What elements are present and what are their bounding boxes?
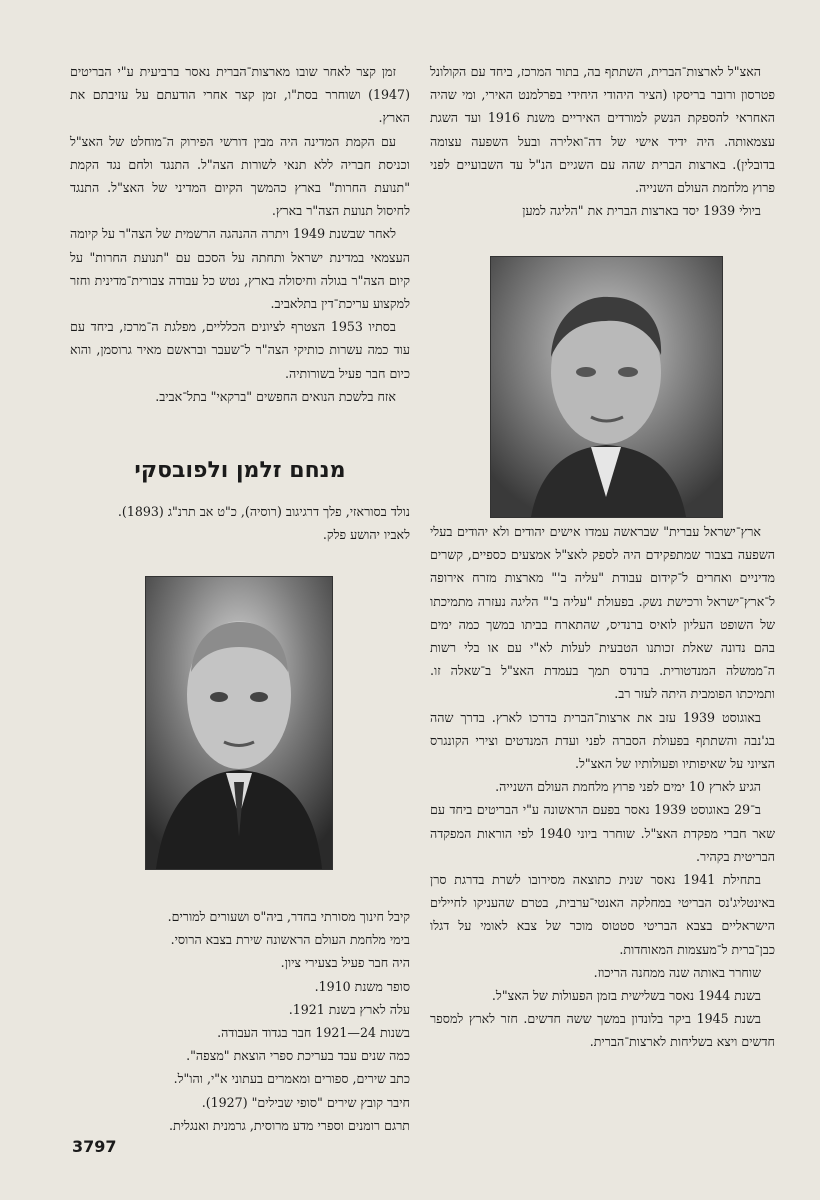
bio-line: בימי מלחמת העולם הראשונה שירת בצבא הרוסי. <box>170 932 410 948</box>
paragraph: ב־29 באוגוסט 1939 נאסר בפעם הראשונה ע"י הבריטים ביחד עם שאר חברי מפקדת האצ"ל. שוחרר ביוני 1940 לפי הוראות המפקדה הבריטית בקהיר. <box>430 802 776 864</box>
father-line: לאביו יהושע פלק. <box>322 527 410 542</box>
paragraph: אזח בלשכת הנואים החפשים "ברקאי" בתל־אביב. <box>155 388 396 404</box>
biography-heading: מנחם זלמן ולפובסקי <box>134 458 346 483</box>
paragraph: הגיע לארץ 10 ימים לפני פרוץ מלחמת העולם השנייה. <box>495 779 761 795</box>
paragraph: שוחרר באותה שנה ממחנה הריכוז. <box>593 964 761 980</box>
paragraph: עם הקמת המדינה היה מבין דורשי הפירוק ה־מוחלט של האצ"ל וכניסת חבריה ללא תנאי לשורות הצה"ל. התנגד ולחם נגד הקמת "תנועת החרות" בארץ כהמשך הקיום המדיני של האצ"ל. התנגד לחיסול תנועת הצה"ר בארץ. <box>70 133 410 219</box>
paragraph: בשנת 1945 ביקר בלונדון במשך ששה חדשים. חזר לארץ למספר חדשים ויצא בשליחות לארצות־הברית. <box>430 1011 775 1050</box>
bio-line: תרגם רומנים וספרי מדע מרוסית, גרמנית ואנגלית. <box>169 1117 410 1133</box>
paragraph: לאחר שבשנת 1949 ויתרה ההנהגה הרשמית של הצה"ר על קיומה העצמאי במדינת ישראל ותחתה על הסכם עם "תנועת החרות" על קיום הצה"ר בגולה וחיסולה בארץ, נטש כל עבודה צבורית־מדינית וחזר למקצוע עריכת־דין בתלאביב. <box>70 226 410 312</box>
bio-line: כמה שנים עבד בעריכת ספרי הוצאת "מצפה". <box>186 1048 410 1064</box>
paragraph: בתחילת 1941 נאסר שנית כתוצאה מסירובו לשרת בדרגת סרן באינטליג'נס הבריטי במחלקה האנטי־ערבית, בטרם שהעניקו לחיילים הישראליים בצבא הבריטי סטטוס מוכר של צבא לאומי על דגלו כבן־ברית ל־מעצמות המאוחדות. <box>430 872 775 957</box>
right-column-top <box>430 60 775 222</box>
bio-line: היה חבר פעיל בצעירי ציון. <box>280 955 410 971</box>
birth-line: נולד בסוראזי, פלך דרגיגוב (רוסיה), כ"ט אב תרנ"ג (1893). <box>117 504 410 519</box>
left-column-top <box>70 60 410 408</box>
paragraph: זמן קצר לאחר שובו מארצות־הברית נאסר ברביעית ע"י הבריטים (1947) ושוחרר בסת"ו, זמן קצר אחרי הודעתם על עזיבתם את הארץ. <box>70 64 410 126</box>
birth-info <box>70 500 410 546</box>
bio-line: סופר משנת 1910. <box>314 978 410 994</box>
paragraph: באוגוסט 1939 עזב את ארצות־הברית בדרכו לארץ. בדרך שהה בג'נבה והשתתף בפעולת הסברה לפני ועדת המנדטים וצירי הקונגרס הציוני על שאיפותיו ופעולותיו של האצ"ל. <box>430 709 775 772</box>
page-number: 3797 <box>72 1137 117 1156</box>
bio-line: בשנות 24—1921 חבר בגדוד העבודה. <box>217 1025 410 1041</box>
bio-line: חיבר קובץ שירים "סופי שבילים" (1927). <box>201 1094 410 1110</box>
paragraph: האצ"ל לארצות־הברית, השתתף בה, בתור המרכז, ביחד עם הקולונל פטרסון ורובר בריסקו (הציר היהודי היחידי בפרלמנט האירי, ומי שהיה האחראי להספקת הנשק למורדים האיריים משנת 1916 ועד השגת עצמאותה. היה ידיד אישי של דה־ואלירה ובעל השפעה עצומה בדובלין). בארצות הברית שהה עם השגיים הנ"ל עד השבועיים לפני פרוץ מלחמת העולם השנייה. <box>430 64 775 196</box>
paragraph: בשנת 1944 נאסר בשלישית בזמן הפעולות של האצ"ל. <box>491 988 761 1004</box>
right-column-lower <box>430 520 775 1054</box>
biography-lines <box>70 905 410 1137</box>
paragraph: ארץ־ישראל עברית" שבראשה עמדו אישים יהודים ולא יהודים בעלי השפעה בצבור שמתפקידם היה לספק לאצ"ל אמצעים כספיים, קשרים מדיניים ואחרים ל־קידום עבודת "עליה ב'" מארצות מזרח אירופה ל־ארץ־ישראל ורכישת נשק. בפעולת "עליה ב'" הליגה נעזרה מתמיכתו של השופט העליון לואיס ברנדיס, שהתארח בביתו במשך כמה ימים בהם נדונה שאלת זכותנו הטבעית לעלות לא"י עם או בלי רשות ה־ממשלה המנדטורית. ברנדס תמך בעמדת האצ"ל ב־שאלה זו. ותמיכתו הפומבית היתה לעזר רב. <box>430 524 775 702</box>
bio-line: כתב שירים, ספורים ומאמרים בעתוני א"י, והו"ל. <box>173 1071 410 1087</box>
portrait-photo-man-2 <box>145 576 333 870</box>
bio-line: עלה לארץ בשנת 1921. <box>288 1001 410 1017</box>
paragraph: בסתיו 1953 הצטרף לציונים הכלליים, מפלגת ה־מרכז, ביחד עם עוד כמה עשרות כותיקי הצה"ר ל־שעבר ובראשם מאיר גרוסמן, והוא כיום חבר פעיל בשורותיה. <box>70 319 410 381</box>
portrait-photo-man-1 <box>490 256 723 518</box>
bio-line: קיבל חינוך מסורתי בחדר, ביה"ס ושעורים למורים. <box>167 909 410 924</box>
paragraph: ביולי 1939 יסד בארצות הברית את "הליגה למען <box>522 203 761 219</box>
